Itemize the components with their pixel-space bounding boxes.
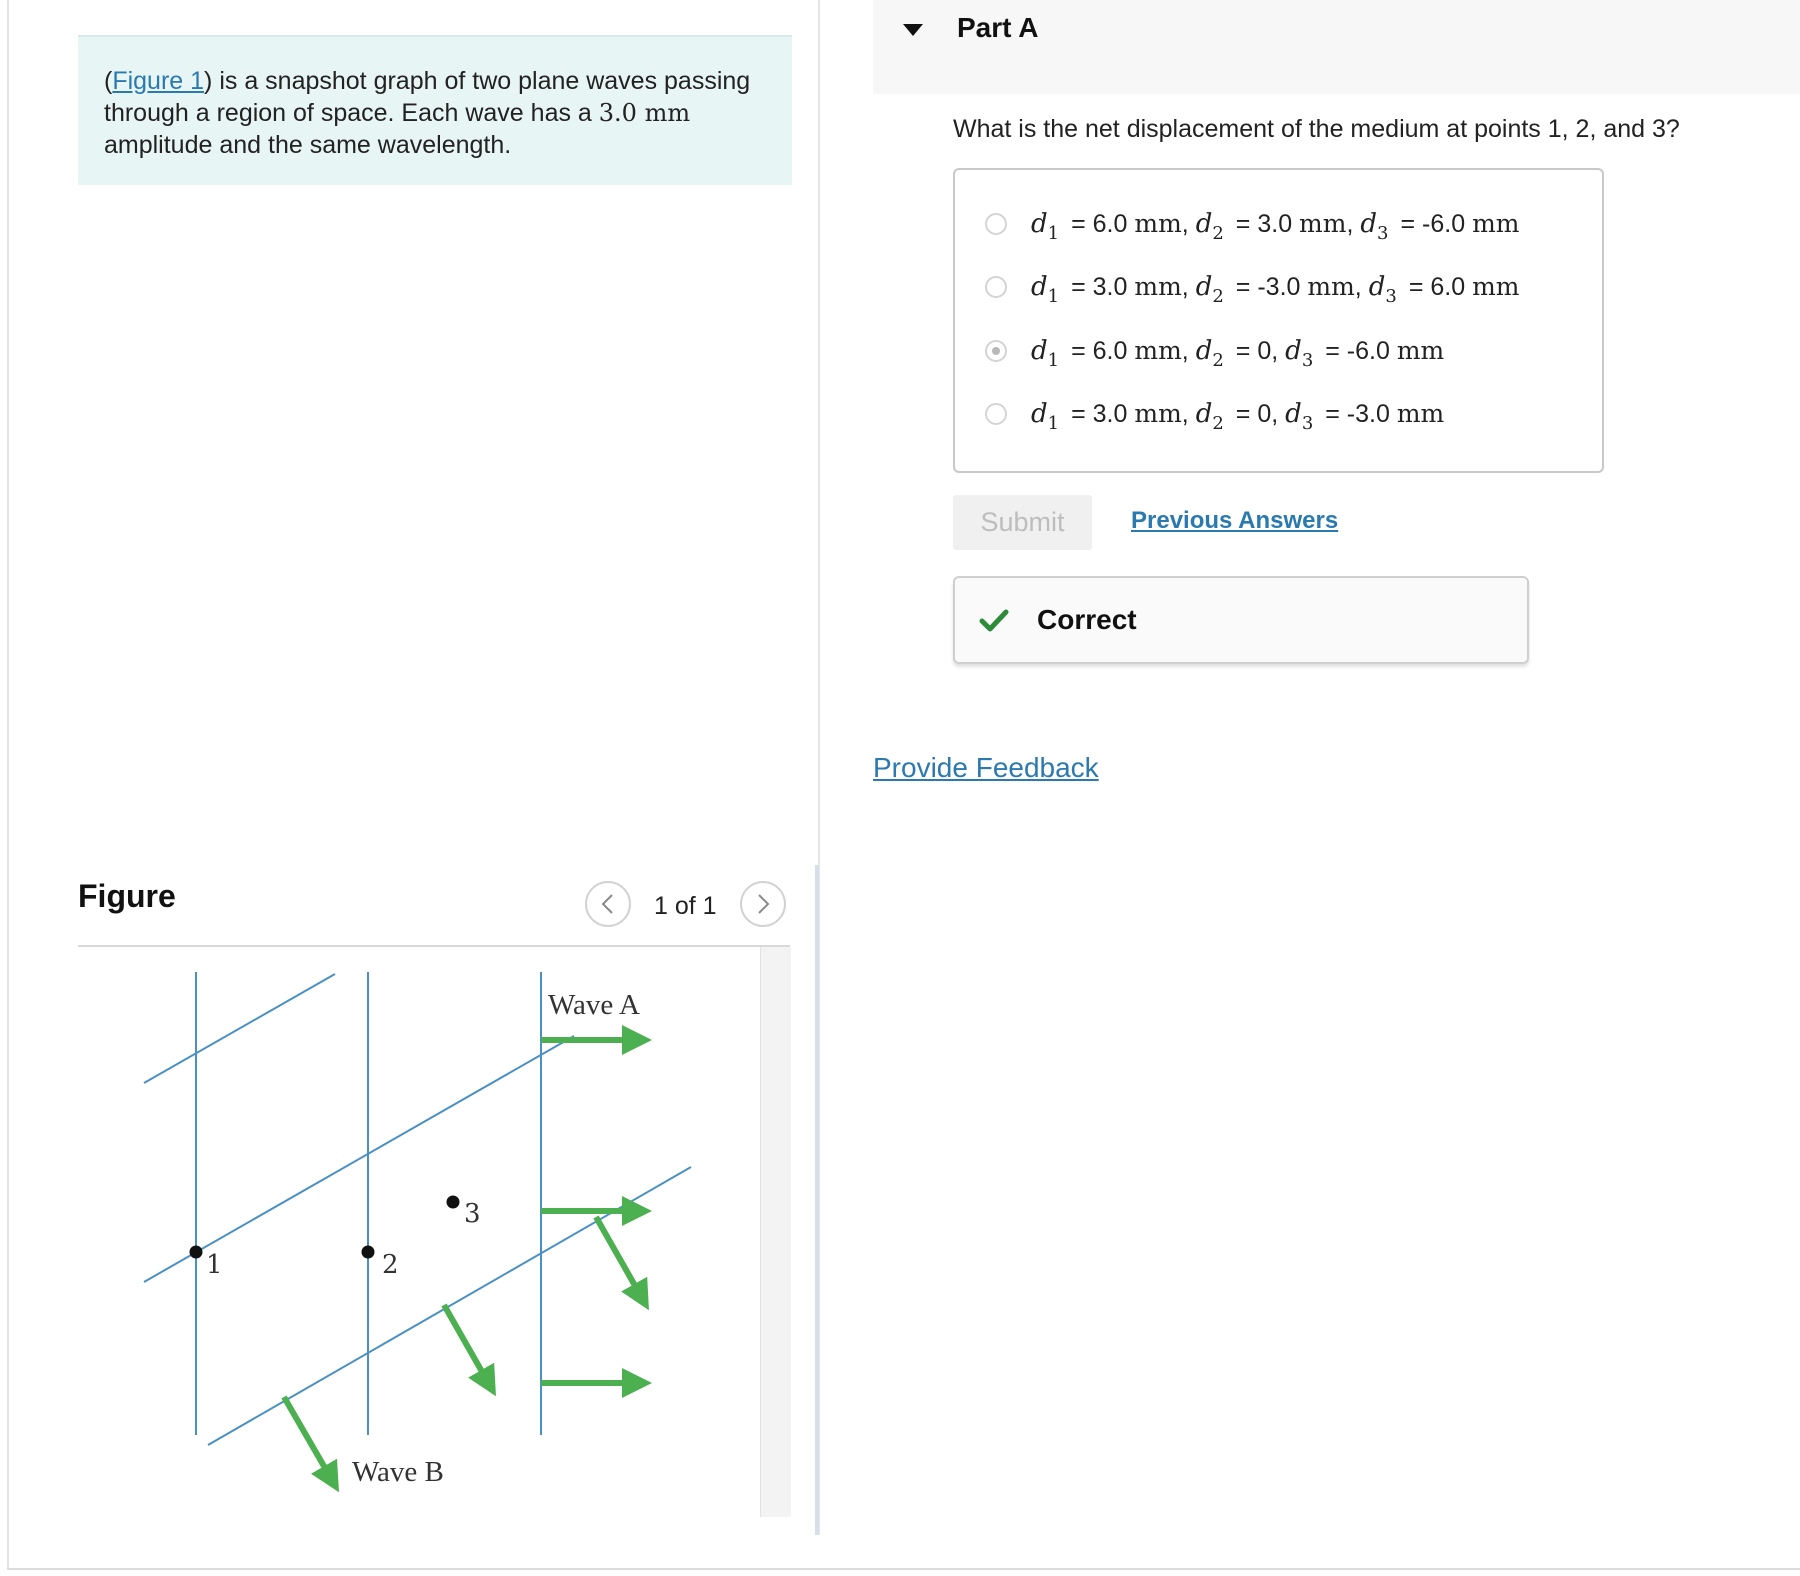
- point-2: [362, 1246, 375, 1259]
- amplitude-value: 3.0 mm: [598, 99, 691, 127]
- part-a-header[interactable]: [873, 0, 1800, 94]
- choice-label: $d_1 = 3.0$ mm, $d_2 = -3.0$ mm, $d_3 = 6.0$ mm: [1031, 272, 1520, 307]
- intro-text: ) is a snapshot graph of two plane waves passing through a region of space. Each wave has a: [104, 67, 751, 127]
- answer-choices: [953, 168, 1604, 473]
- check-icon: [979, 608, 1009, 634]
- next-figure-button[interactable]: [740, 881, 786, 927]
- chevron-right-icon: [754, 893, 772, 915]
- left-border: [7, 0, 9, 1570]
- chevron-left-icon: [599, 893, 617, 915]
- wave-b-crest: [144, 974, 335, 1083]
- bottom-border: [7, 1568, 1800, 1570]
- point-1: [190, 1246, 203, 1259]
- choice-label: $d_1 = 3.0$ mm, $d_2 = 0$, $d_3 = -3.0$ mm: [1031, 399, 1445, 434]
- figure-link[interactable]: Figure 1: [112, 67, 205, 95]
- wave-b-arrow: [284, 1397, 336, 1487]
- previous-figure-button[interactable]: [585, 881, 631, 927]
- part-title: Part A: [957, 12, 1039, 43]
- column-divider-accent: [815, 865, 819, 1535]
- figure-scrollbar[interactable]: [760, 947, 791, 1517]
- choice-label: $d_1 = 6.0$ mm, $d_2 = 0$, $d_3 = -6.0$ mm: [1031, 336, 1445, 371]
- choice-option[interactable]: [985, 204, 1519, 244]
- wave-a-label: Wave A: [548, 989, 640, 1021]
- point-2-label: 2: [382, 1250, 399, 1280]
- point-3-label: 3: [464, 1199, 481, 1229]
- wave-b-label: Wave B: [352, 1456, 444, 1488]
- wave-b-crest: [144, 1036, 574, 1282]
- radio-button[interactable]: [985, 403, 1007, 425]
- wave-figure: [78, 947, 760, 1517]
- wave-b-arrow: [596, 1217, 646, 1305]
- problem-statement: [78, 35, 792, 185]
- point-3: [447, 1196, 460, 1209]
- radio-button-selected[interactable]: [985, 340, 1007, 362]
- choice-option[interactable]: [985, 267, 1519, 307]
- result-box: [953, 576, 1529, 664]
- open-paren: (: [104, 67, 113, 95]
- provide-feedback-link[interactable]: Provide Feedback: [873, 752, 1099, 783]
- wave-b-arrow: [444, 1305, 493, 1391]
- previous-answers-link[interactable]: Previous Answers: [1131, 507, 1339, 534]
- caret-down-icon: [901, 22, 925, 38]
- choice-label: $d_1 = 6.0$ mm, $d_2 = 3.0$ mm, $d_3 = -6.0$ mm: [1031, 209, 1520, 244]
- radio-button[interactable]: [985, 213, 1007, 235]
- point-1-label: 1: [206, 1250, 223, 1280]
- submit-button[interactable]: Submit: [953, 495, 1092, 550]
- radio-button[interactable]: [985, 276, 1007, 298]
- choice-option[interactable]: [985, 394, 1444, 434]
- figure-heading: Figure: [78, 878, 176, 914]
- intro-text-end: amplitude and the same wavelength.: [104, 131, 512, 159]
- figure-counter: 1 of 1: [654, 892, 717, 920]
- result-label: Correct: [1037, 604, 1137, 635]
- question-text: What is the net displacement of the medium at points 1, 2, and 3?: [953, 115, 1680, 143]
- choice-option[interactable]: [985, 331, 1444, 371]
